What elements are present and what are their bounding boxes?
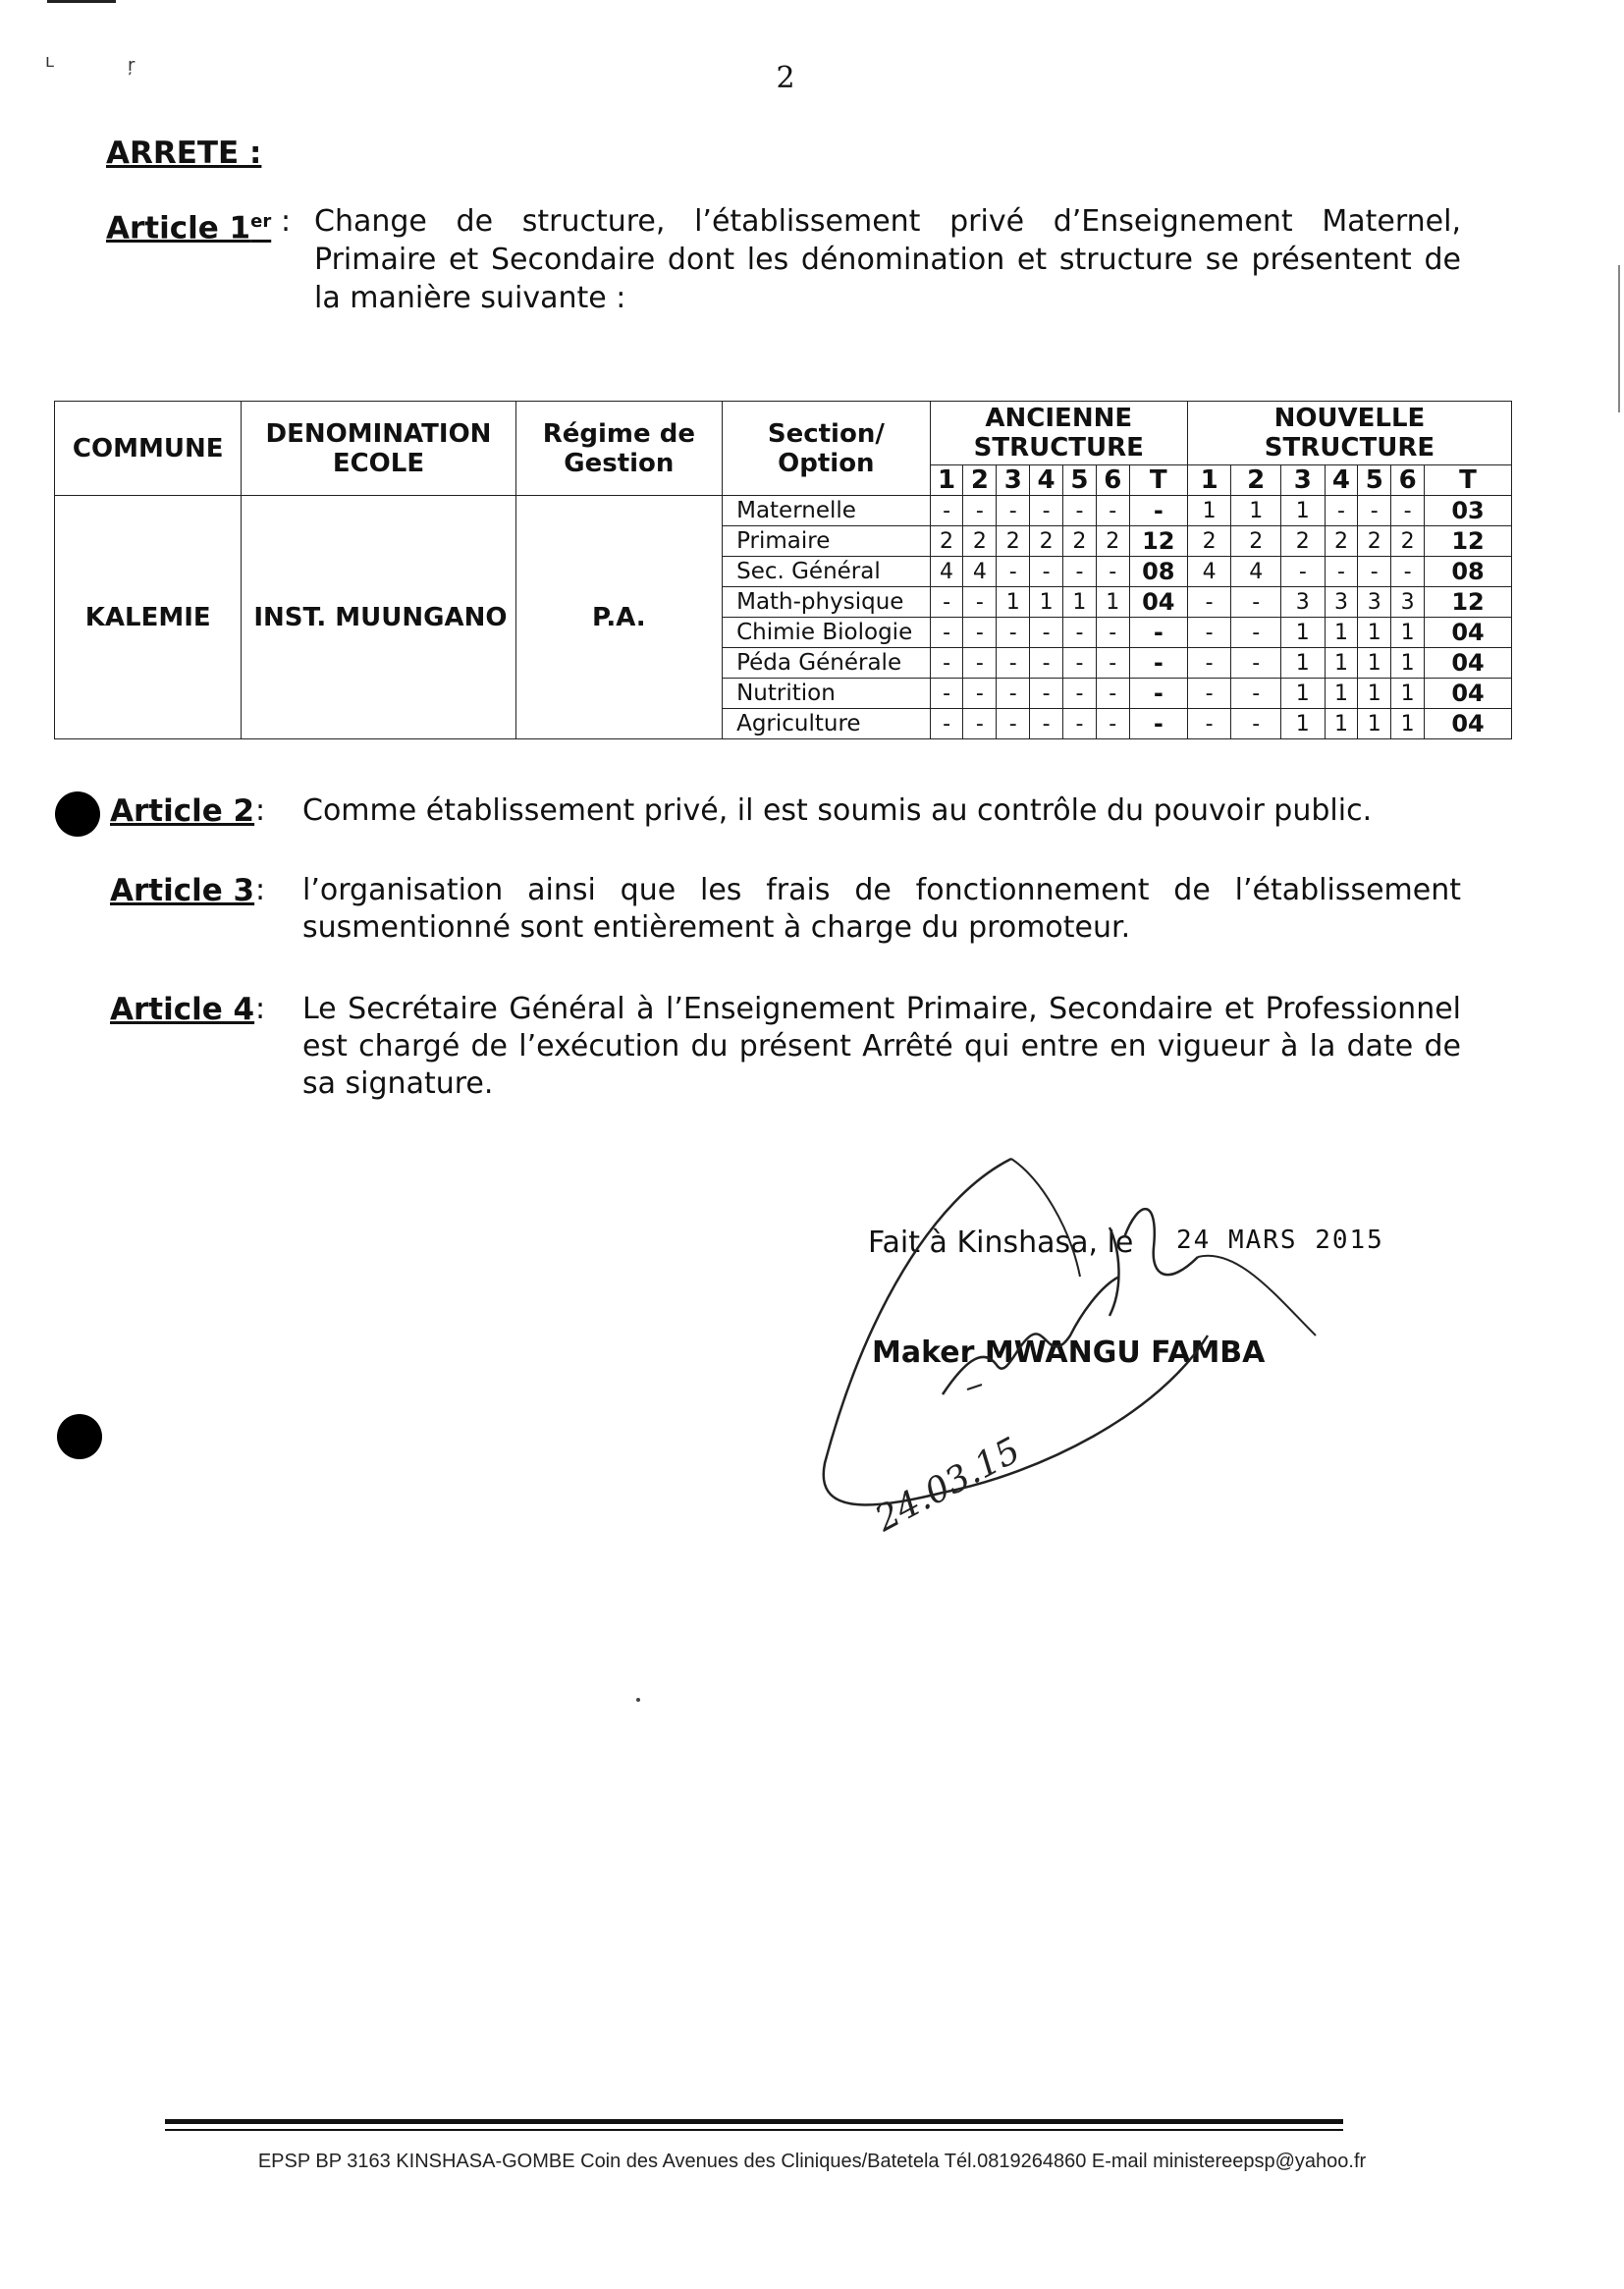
cell-nouvelle-value: - bbox=[1391, 496, 1425, 526]
cell-ancienne-value: 2 bbox=[1030, 526, 1063, 557]
footer-rule-thin bbox=[165, 2129, 1343, 2131]
header-ancienne-structure: ANCIENNE STRUCTURE bbox=[930, 402, 1187, 465]
cell-nouvelle-value: 3 bbox=[1281, 587, 1325, 618]
article-2-text: Comme établissement privé, il est soumis au contrôle du pouvoir public. bbox=[302, 793, 1373, 828]
col-header: 5 bbox=[1358, 465, 1391, 496]
cell-option: Agriculture bbox=[723, 709, 931, 739]
col-header: 2 bbox=[963, 465, 997, 496]
cell-nouvelle-value: 1 bbox=[1187, 496, 1230, 526]
cell-nouvelle-value: 1 bbox=[1391, 648, 1425, 679]
cell-nouvelle-value: - bbox=[1325, 557, 1358, 587]
col-header: 2 bbox=[1231, 465, 1281, 496]
cell-nouvelle-value: - bbox=[1187, 587, 1230, 618]
cell-ancienne-value: - bbox=[963, 496, 997, 526]
cell-ancienne-value: - bbox=[997, 618, 1030, 648]
cell-nouvelle-value: 2 bbox=[1325, 526, 1358, 557]
bullet-dot bbox=[57, 1414, 102, 1459]
cell-nouvelle-value: 04 bbox=[1425, 679, 1512, 709]
cell-option: Nutrition bbox=[723, 679, 931, 709]
cell-nouvelle-value: - bbox=[1231, 648, 1281, 679]
article-1-text: Change de structure, l’établissement privé d’Enseignement Maternel, Primaire et Secondaire dont les dénomination et structure se présentent de la manière suivante : bbox=[314, 204, 1461, 315]
article-3-text: l’organisation ainsi que les frais de fonctionnement de l’établissement susmentionné sont entièrement à charge du promoteur. bbox=[302, 873, 1461, 945]
page-number: 2 bbox=[776, 61, 795, 95]
footer-rule-thick bbox=[165, 2119, 1343, 2124]
cell-nouvelle-value: 3 bbox=[1391, 587, 1425, 618]
cell-nouvelle-value: 2 bbox=[1391, 526, 1425, 557]
cell-option: Sec. Général bbox=[723, 557, 931, 587]
cell-ancienne-value: - bbox=[963, 587, 997, 618]
cell-nouvelle-value: - bbox=[1187, 709, 1230, 739]
cell-ancienne-value: - bbox=[1063, 709, 1097, 739]
cell-ancienne-value: - bbox=[1030, 709, 1063, 739]
cell-nouvelle-value: 4 bbox=[1231, 557, 1281, 587]
col-header: 5 bbox=[1063, 465, 1097, 496]
cell-ancienne-value: 4 bbox=[963, 557, 997, 587]
cell-ancienne-value: - bbox=[1030, 679, 1063, 709]
cell-ancienne-value: - bbox=[1129, 496, 1187, 526]
article-4-label: Article 4 bbox=[110, 992, 255, 1027]
cell-nouvelle-value: 04 bbox=[1425, 709, 1512, 739]
cell-ancienne-value: - bbox=[1096, 648, 1129, 679]
cell-ancienne-value: - bbox=[930, 496, 963, 526]
cell-ancienne-value: - bbox=[930, 679, 963, 709]
cell-ancienne-value: 12 bbox=[1129, 526, 1187, 557]
cell-nouvelle-value: 1 bbox=[1358, 618, 1391, 648]
stray-dot bbox=[636, 1698, 640, 1702]
cell-option: Maternelle bbox=[723, 496, 931, 526]
cell-ancienne-value: 2 bbox=[1096, 526, 1129, 557]
cell-nouvelle-value: 1 bbox=[1281, 648, 1325, 679]
cell-nouvelle-value: 1 bbox=[1358, 648, 1391, 679]
cell-nouvelle-value: 1 bbox=[1391, 679, 1425, 709]
col-header: 1 bbox=[1187, 465, 1230, 496]
article-2-colon: : bbox=[255, 793, 266, 828]
cell-ancienne-value: 04 bbox=[1129, 587, 1187, 618]
cell-nouvelle-value: 12 bbox=[1425, 587, 1512, 618]
cell-ancienne-value: - bbox=[1129, 709, 1187, 739]
cell-ancienne-value: 2 bbox=[1063, 526, 1097, 557]
cell-ancienne-value: 2 bbox=[963, 526, 997, 557]
col-header: 4 bbox=[1325, 465, 1358, 496]
cell-ancienne-value: - bbox=[1096, 709, 1129, 739]
header-regime: Régime de Gestion bbox=[515, 402, 722, 496]
handwritten-date: 24.03.15 bbox=[868, 1430, 1027, 1540]
cell-nouvelle-value: 2 bbox=[1281, 526, 1325, 557]
cell-nouvelle-value: 2 bbox=[1231, 526, 1281, 557]
cell-nouvelle-value: 03 bbox=[1425, 496, 1512, 526]
cell-ancienne-value: - bbox=[963, 709, 997, 739]
cell-ancienne-value: - bbox=[997, 496, 1030, 526]
cell-ancienne-value: - bbox=[930, 587, 963, 618]
cell-option: Math-physique bbox=[723, 587, 931, 618]
cell-ancienne-value: - bbox=[1030, 618, 1063, 648]
cell-ancienne-value: - bbox=[930, 648, 963, 679]
cell-nouvelle-value: 3 bbox=[1325, 587, 1358, 618]
col-header: 1 bbox=[930, 465, 963, 496]
article-4 bbox=[110, 991, 1461, 1103]
article-1-colon: : bbox=[281, 204, 292, 239]
cell-ancienne-value: - bbox=[1129, 679, 1187, 709]
cell-nouvelle-value: 3 bbox=[1358, 587, 1391, 618]
cell-ancienne-value: 4 bbox=[930, 557, 963, 587]
cell-nouvelle-value: 1 bbox=[1391, 618, 1425, 648]
bullet-dot bbox=[55, 791, 100, 837]
signatory-name: Maker MWANGU FAMBA bbox=[872, 1335, 1266, 1370]
cell-nouvelle-value: 1 bbox=[1358, 679, 1391, 709]
handwritten-signature bbox=[785, 1139, 1473, 1571]
article-1 bbox=[106, 202, 1461, 317]
article-3 bbox=[110, 872, 1461, 947]
cell-nouvelle-value: - bbox=[1231, 709, 1281, 739]
cell-ancienne-value: - bbox=[997, 709, 1030, 739]
cell-regime: P.A. bbox=[515, 496, 722, 739]
cell-nouvelle-value: 4 bbox=[1187, 557, 1230, 587]
col-header: 4 bbox=[1030, 465, 1063, 496]
cell-ancienne-value: - bbox=[1030, 648, 1063, 679]
cell-ancienne-value: 1 bbox=[997, 587, 1030, 618]
cell-ancienne-value: - bbox=[1096, 557, 1129, 587]
cell-nouvelle-value: - bbox=[1325, 496, 1358, 526]
cell-ancienne-value: - bbox=[1063, 648, 1097, 679]
place-and-date: Fait à Kinshasa, le bbox=[868, 1226, 1134, 1260]
footer-address: EPSP BP 3163 KINSHASA-GOMBE Coin des Avenues des Cliniques/Batetela Tél.0819264860 E-mail ministereepsp@yahoo.fr bbox=[257, 2151, 1367, 2172]
cell-ancienne-value: - bbox=[1063, 496, 1097, 526]
article-4-text: Le Secrétaire Général à l’Enseignement Primaire, Secondaire et Professionnel est chargé de l’exécution du présent Arrêté qui entre en vigueur à la date de sa signature. bbox=[302, 992, 1461, 1101]
cell-nouvelle-value: 1 bbox=[1281, 618, 1325, 648]
cell-ancienne-value: - bbox=[963, 679, 997, 709]
cell-nouvelle-value: 1 bbox=[1325, 679, 1358, 709]
date-stamp: 24 MARS 2015 bbox=[1176, 1226, 1384, 1255]
cell-ancienne-value: 1 bbox=[1030, 587, 1063, 618]
cell-commune: KALEMIE bbox=[55, 496, 242, 739]
cell-nouvelle-value: - bbox=[1358, 496, 1391, 526]
article-3-colon: : bbox=[255, 873, 266, 907]
cell-nouvelle-value: 08 bbox=[1425, 557, 1512, 587]
cell-nouvelle-value: 2 bbox=[1358, 526, 1391, 557]
article-1-label: Article 1er bbox=[106, 210, 272, 246]
cell-ancienne-value: - bbox=[1129, 618, 1187, 648]
cell-nouvelle-value: - bbox=[1231, 618, 1281, 648]
cell-ancienne-value: 08 bbox=[1129, 557, 1187, 587]
col-header: 3 bbox=[997, 465, 1030, 496]
cell-ancienne-value: - bbox=[1030, 557, 1063, 587]
cell-nouvelle-value: - bbox=[1231, 587, 1281, 618]
cell-nouvelle-value: 1 bbox=[1358, 709, 1391, 739]
cell-nouvelle-value: - bbox=[1187, 648, 1230, 679]
header-commune: COMMUNE bbox=[55, 402, 242, 496]
cell-nouvelle-value: 1 bbox=[1281, 679, 1325, 709]
cell-ancienne-value: - bbox=[930, 618, 963, 648]
cell-ancienne-value: 2 bbox=[930, 526, 963, 557]
cell-nouvelle-value: 04 bbox=[1425, 648, 1512, 679]
cell-ancienne-value: - bbox=[1096, 679, 1129, 709]
cell-nouvelle-value: - bbox=[1391, 557, 1425, 587]
scan-edge-line bbox=[47, 0, 116, 3]
cell-ancienne-value: 1 bbox=[1063, 587, 1097, 618]
col-header: 6 bbox=[1096, 465, 1129, 496]
header-denomination: DENOMINATION ECOLE bbox=[242, 402, 515, 496]
cell-ancienne-value: - bbox=[963, 618, 997, 648]
article-2-label: Article 2 bbox=[110, 793, 255, 829]
col-header: T bbox=[1425, 465, 1512, 496]
table-row bbox=[55, 496, 1512, 526]
cell-ancienne-value: - bbox=[930, 709, 963, 739]
scan-mark-right: ŗ bbox=[128, 55, 135, 76]
cell-ancienne-value: - bbox=[1030, 496, 1063, 526]
cell-ancienne-value: - bbox=[997, 557, 1030, 587]
cell-option: Péda Générale bbox=[723, 648, 931, 679]
cell-nouvelle-value: - bbox=[1358, 557, 1391, 587]
cell-ancienne-value: - bbox=[997, 648, 1030, 679]
cell-ancienne-value: 2 bbox=[997, 526, 1030, 557]
cell-nouvelle-value: - bbox=[1281, 557, 1325, 587]
article-4-colon: : bbox=[255, 992, 266, 1026]
cell-nouvelle-value: 1 bbox=[1391, 709, 1425, 739]
cell-ancienne-value: - bbox=[1096, 618, 1129, 648]
cell-nouvelle-value: - bbox=[1231, 679, 1281, 709]
cell-nouvelle-value: 1 bbox=[1325, 648, 1358, 679]
cell-nouvelle-value: 1 bbox=[1325, 709, 1358, 739]
cell-denomination: INST. MUUNGANO bbox=[242, 496, 515, 739]
cell-option: Chimie Biologie bbox=[723, 618, 931, 648]
article-2 bbox=[110, 792, 1461, 830]
cell-nouvelle-value: 1 bbox=[1281, 709, 1325, 739]
col-header: 6 bbox=[1391, 465, 1425, 496]
cell-ancienne-value: - bbox=[1096, 496, 1129, 526]
cell-ancienne-value: 1 bbox=[1096, 587, 1129, 618]
header-nouvelle-structure: NOUVELLE STRUCTURE bbox=[1187, 402, 1511, 465]
cell-nouvelle-value: 1 bbox=[1231, 496, 1281, 526]
structure-table bbox=[54, 401, 1512, 739]
cell-nouvelle-value: 1 bbox=[1281, 496, 1325, 526]
article-3-label: Article 3 bbox=[110, 873, 255, 908]
cell-ancienne-value: - bbox=[1129, 648, 1187, 679]
cell-nouvelle-value: - bbox=[1187, 618, 1230, 648]
col-header: 3 bbox=[1281, 465, 1325, 496]
scan-mark-left: ʟ bbox=[45, 51, 55, 72]
decree-heading: ARRETE : bbox=[106, 136, 262, 171]
cell-nouvelle-value: 2 bbox=[1187, 526, 1230, 557]
scan-edge-line-right bbox=[1618, 265, 1620, 412]
cell-option: Primaire bbox=[723, 526, 931, 557]
cell-ancienne-value: - bbox=[1063, 557, 1097, 587]
cell-nouvelle-value: 04 bbox=[1425, 618, 1512, 648]
col-header: T bbox=[1129, 465, 1187, 496]
header-section: Section/ Option bbox=[723, 402, 931, 496]
cell-ancienne-value: - bbox=[1063, 618, 1097, 648]
cell-nouvelle-value: 1 bbox=[1325, 618, 1358, 648]
cell-nouvelle-value: 12 bbox=[1425, 526, 1512, 557]
cell-ancienne-value: - bbox=[963, 648, 997, 679]
cell-nouvelle-value: - bbox=[1187, 679, 1230, 709]
cell-ancienne-value: - bbox=[1063, 679, 1097, 709]
cell-ancienne-value: - bbox=[997, 679, 1030, 709]
